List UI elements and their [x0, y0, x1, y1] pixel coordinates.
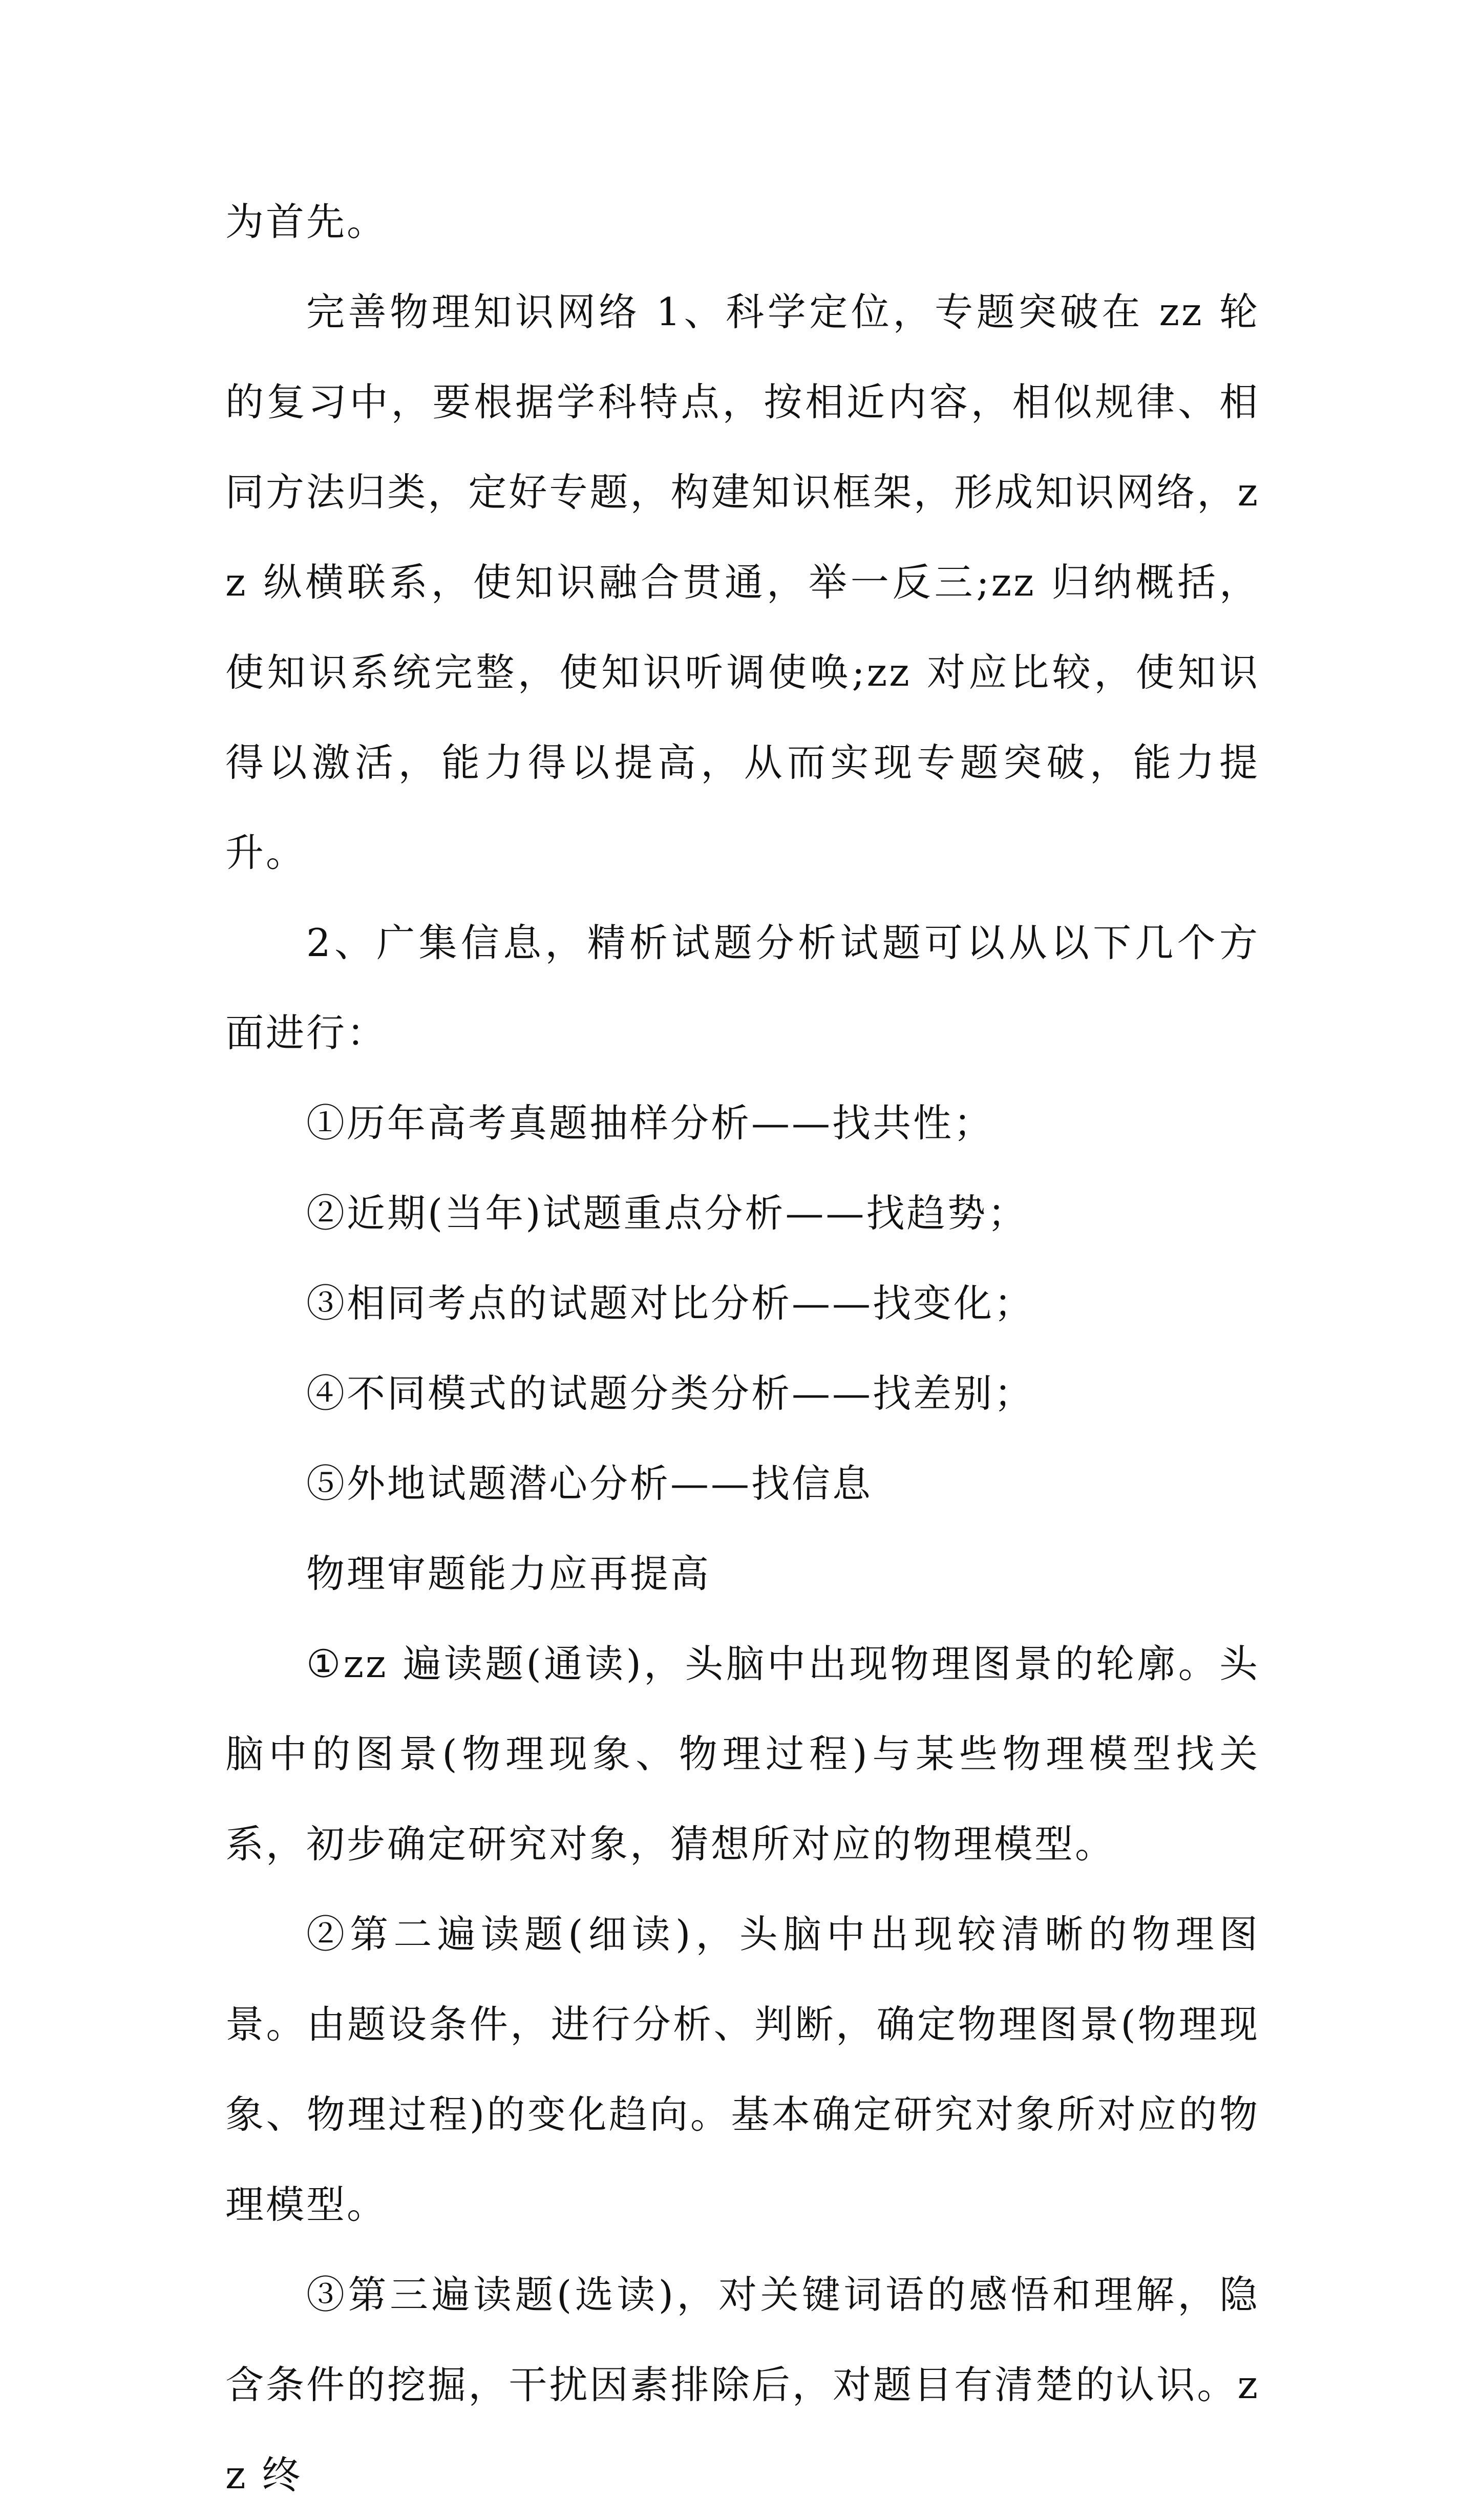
list-item-5: ⑤外地试题潜心分析——找信息 — [306, 1461, 873, 1506]
list-item-2: ②近期(当年)试题重点分析——找趋势； — [306, 1191, 1028, 1236]
paragraph-reading-3: ③第三遍读题(选读)，对关键词语的感悟和理解，隐含条件的挖掘，干扰因素排除后，对题目有清楚的认识。zz 终 — [225, 2272, 1260, 2497]
paragraph-3: 2、广集信息，精析试题分析试题可以从以下几个方面进行： — [225, 920, 1260, 1055]
paragraph-reading-1: ①zz 遍读题(通读)，头脑中出现物理图景的轮廓。头脑中的图景(物理现象、物理过程)与某些物理模型找关系，初步确定研究对象，猜想所对应的物理模型。 — [225, 1641, 1260, 1867]
list-item-4: ④不同模式的试题分类分析——找差别； — [306, 1371, 1035, 1416]
paragraph-1: 为首先。 — [225, 199, 388, 244]
paragraph-2: 完善物理知识网络 1、科学定位，专题突破在 zz 轮的复习中，要根据学科特点，按相近内容，相似规律、相同方法归类，定好专题，构建知识框架，形成知识网络，zz 纵横联系，使知识融合贯通，举一反三;zz 归纳概括，使知识系统完整，使知识听调使唤;zz 对应比较，使知识得以激活，能力得以提高，从而实现专题突破，能力提升。 — [225, 289, 1260, 875]
list-item-1: ①历年高考真题抽样分析——找共性； — [306, 1100, 994, 1146]
section-heading: 物理审题能力应再提高 — [306, 1551, 711, 1596]
document-body — [225, 177, 1260, 2520]
list-item-3: ③相同考点的试题对比分析——找变化； — [306, 1281, 1035, 1326]
paragraph-reading-2: ②第二遍读题(细读)，头脑中出现较清晰的物理图景。由题设条件，进行分析、判断，确定物理图景(物理现象、物理过程)的变化趋向。基本确定研究对象所对应的物理模型。 — [225, 1912, 1260, 2227]
